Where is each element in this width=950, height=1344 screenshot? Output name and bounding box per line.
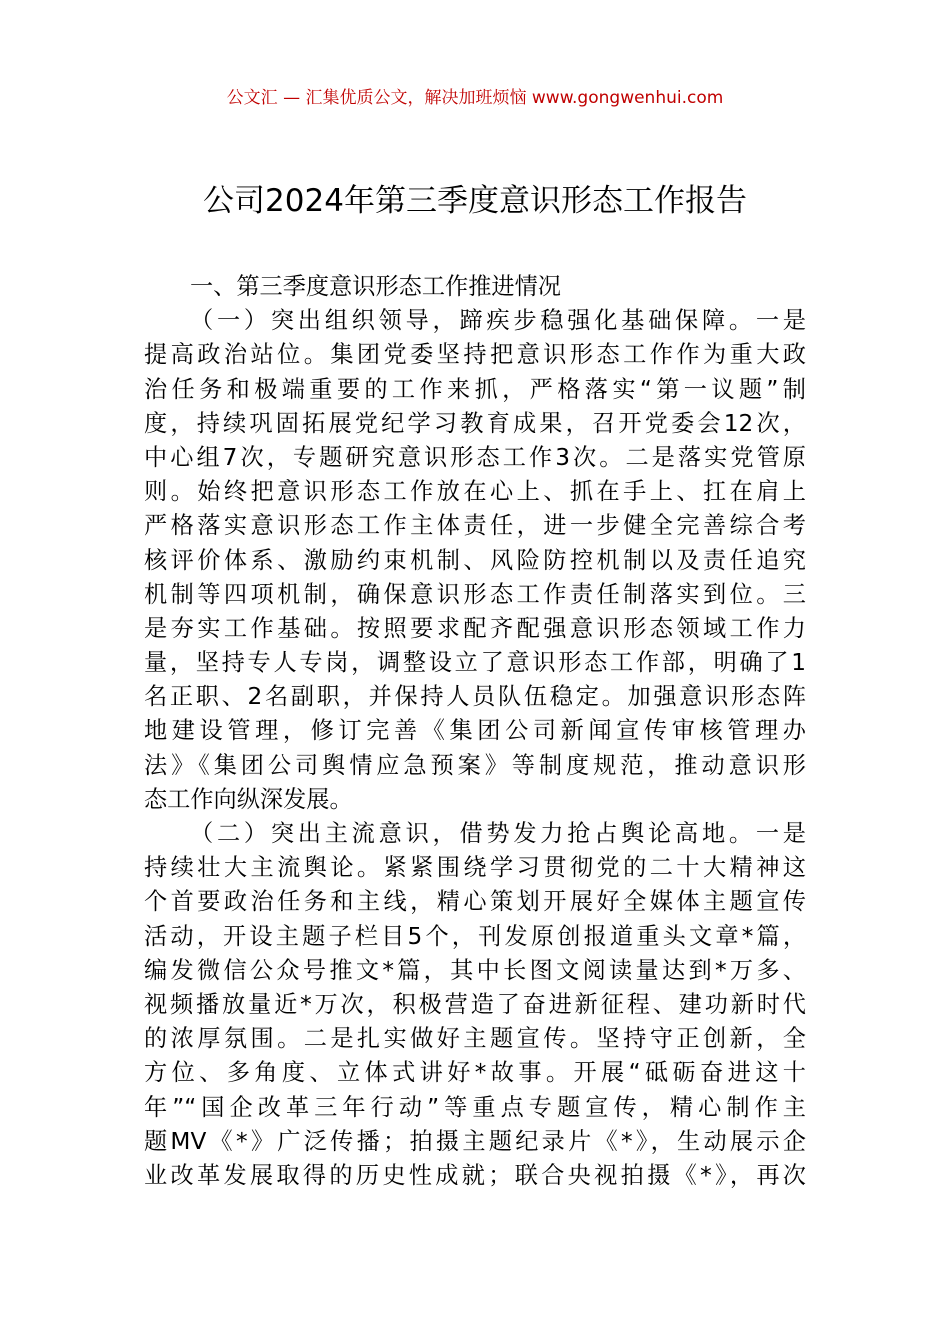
paragraph-line: 法》《集团公司舆情应急预案》等制度规范，推动意识形	[144, 751, 806, 779]
paragraph-line: 是夯实工作基础。按照要求配齐配强意识形态领域工作力	[144, 614, 806, 642]
section-heading: 一、第三季度意识形态工作推进情况	[190, 273, 561, 300]
document-title: 公司2024年第三季度意识形态工作报告	[203, 183, 747, 219]
paragraph-line: 态工作向纵深发展。	[144, 785, 353, 813]
paragraph-line: （二）突出主流意识，借势发力抢占舆论高地。一是	[190, 820, 806, 847]
paragraph-line: 治任务和极端重要的工作来抓，严格落实“第一议题”制	[144, 375, 806, 403]
paragraph-line: 方位、多角度、立体式讲好*故事。开展“砥砺奋进这十	[144, 1059, 806, 1087]
paragraph-line: 则。始终把意识形态工作放在心上、抓在手上、扛在肩上	[144, 478, 806, 506]
paragraph-line: 视频播放量近*万次，积极营造了奋进新征程、建功新时代	[144, 990, 806, 1018]
paragraph-line: 的浓厚氛围。二是扎实做好主题宣传。坚持守正创新，全	[144, 1025, 806, 1053]
paragraph-line: 提高政治站位。集团党委坚持把意识形态工作作为重大政	[144, 341, 806, 369]
paragraph-line: （一）突出组织领导，蹄疾步稳强化基础保障。一是	[190, 307, 806, 335]
paragraph-line: 业改革发展取得的历史性成就；联合央视拍摄《*》，再次	[144, 1161, 806, 1189]
paragraph-line: 题MV《*》广泛传播；拍摄主题纪录片《*》，生动展示企	[144, 1127, 806, 1155]
paragraph-line: 中心组7次，专题研究意识形态工作3次。二是落实党管原	[144, 443, 806, 471]
paragraph-line: 名正职、2名副职，并保持人员队伍稳定。加强意识形态阵	[144, 683, 806, 711]
paragraph-line: 核评价体系、激励约束机制、风险防控机制以及责任追究	[144, 546, 806, 574]
paragraph-line: 量，坚持专人专岗，调整设立了意识形态工作部，明确了1	[144, 649, 806, 677]
watermark-header: 公文汇 — 汇集优质公文，解决加班烦恼 www.gongwenhui.com	[226, 88, 724, 108]
paragraph-line: 年”“国企改革三年行动”等重点专题宣传，精心制作主	[144, 1093, 806, 1121]
paragraph-line: 严格落实意识形态工作主体责任，进一步健全完善综合考	[144, 512, 806, 540]
document-body	[144, 270, 806, 1193]
paragraph-line: 个首要政治任务和主线，精心策划开展好全媒体主题宣传	[144, 888, 806, 916]
paragraph-line: 持续壮大主流舆论。紧紧围绕学习贯彻党的二十大精神这	[144, 854, 806, 882]
paragraph-line: 编发微信公众号推文*篇，其中长图文阅读量达到*万多、	[144, 956, 806, 984]
paragraph-line: 机制等四项机制，确保意识形态工作责任制落实到位。三	[144, 580, 806, 608]
paragraph-line: 度，持续巩固拓展党纪学习教育成果，召开党委会12次，	[144, 409, 806, 437]
paragraph-line: 地建设管理，修订完善《集团公司新闻宣传审核管理办	[144, 717, 806, 745]
paragraph-line: 活动，开设主题子栏目5个，刊发原创报道重头文章*篇，	[144, 922, 806, 950]
